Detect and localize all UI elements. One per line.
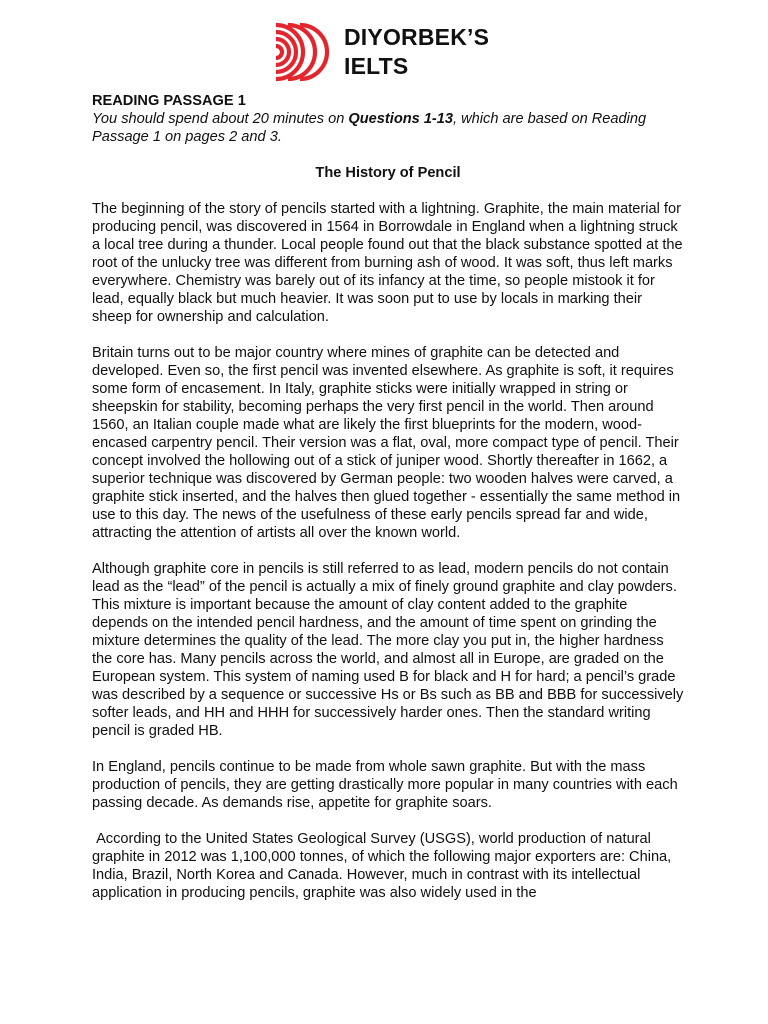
brand-line-2: IELTS bbox=[344, 53, 409, 79]
passage-label: READING PASSAGE 1 bbox=[92, 93, 246, 109]
brand-line-1: DIYORBEK’S bbox=[344, 24, 490, 50]
paragraph-4: In England, pencils continue to be made from whole sawn graphite. But with the mass production of pencils, they are getting drastically more popular in many countries with each passing decade. As demands rise, appetite for graphite soars. bbox=[92, 759, 682, 811]
instructions-questions: Questions 1-13 bbox=[348, 111, 454, 127]
paragraph-3: Although graphite core in pencils is still referred to as lead, modern pencils do not contain lead as the “lead” of the pencil is actually a mix of finely ground graphite and clay powders. This mixture is important because the amount of clay content added to the graphite depends on the intended pencil hardness, and the amount of time spent on grinding the mixture determines the quality of the lead. The more clay you put in, the higher hardness the core has. Many pencils across the world, and almost all in Europe, are graded on the European system. This system of naming used B for black and H for hard; a pencil’s grade was described by a sequence or successive Hs or Bs such as BB and BBB for successively softer leads, and HH and HHH for successively harder ones. Then the standard writing pencil is graded HB. bbox=[92, 561, 688, 739]
paragraph-5: According to the United States Geological Survey (USGS), world production of natural graphite in 2012 was 1,100,000 tonnes, of which the following major exporters are: China, India, Brazil, North Korea and Canada. However, much in contrast with its intellectual application in producing pencils, graphite was also widely used in the bbox=[92, 831, 676, 901]
header bbox=[272, 18, 489, 86]
brand-name bbox=[344, 23, 489, 81]
paragraph-2: Britain turns out to be major country where mines of graphite can be detected and developed. Even so, the first pencil was invented elsewhere. As graphite is soft, it requires some form of encasement. In Italy, graphite sticks were initially wrapped in string or sheepskin for stability, becoming perhaps the very first pencil in the world. Then around 1560, an Italian couple made what are likely the first blueprints for the modern, wood-encased carpentry pencil. Their version was a flat, oval, more compact type of pencil. Their concept involved the hollowing out of a stick of juniper wood. Shortly thereafter in 1662, a superior technique was discovered by German people: two wooden halves were carved, a graphite stick inserted, and the halves then glued together - essentially the same method in use to this day. The news of the usefulness of these early pencils spread far and wide, attracting the attention of artists all over the known world. bbox=[92, 345, 685, 541]
instructions-post: , which are based on Reading Passage 1 on pages 2 and 3. bbox=[92, 111, 647, 145]
paragraph-1: The beginning of the story of pencils started with a lightning. Graphite, the main material for producing pencil, was discovered in 1564 in Borrowdale in England when a lightning struck a local tree during a thunder. Local people found out that the black substance spotted at the root of the unlucky tree was different from burning ash of wood. It was soft, thus left marks everywhere. Chemistry was barely out of its infancy at the time, so people mistook it for lead, equally black but much heavier. It was soon put to use by locals in marking their sheep for ownership and calculation. bbox=[92, 201, 687, 325]
instructions-pre: You should spend about 20 minutes on bbox=[92, 111, 349, 127]
document-content bbox=[92, 92, 688, 920]
logo-icon bbox=[272, 18, 334, 86]
passage-title: The History of Pencil bbox=[315, 165, 461, 181]
instructions bbox=[92, 110, 684, 146]
